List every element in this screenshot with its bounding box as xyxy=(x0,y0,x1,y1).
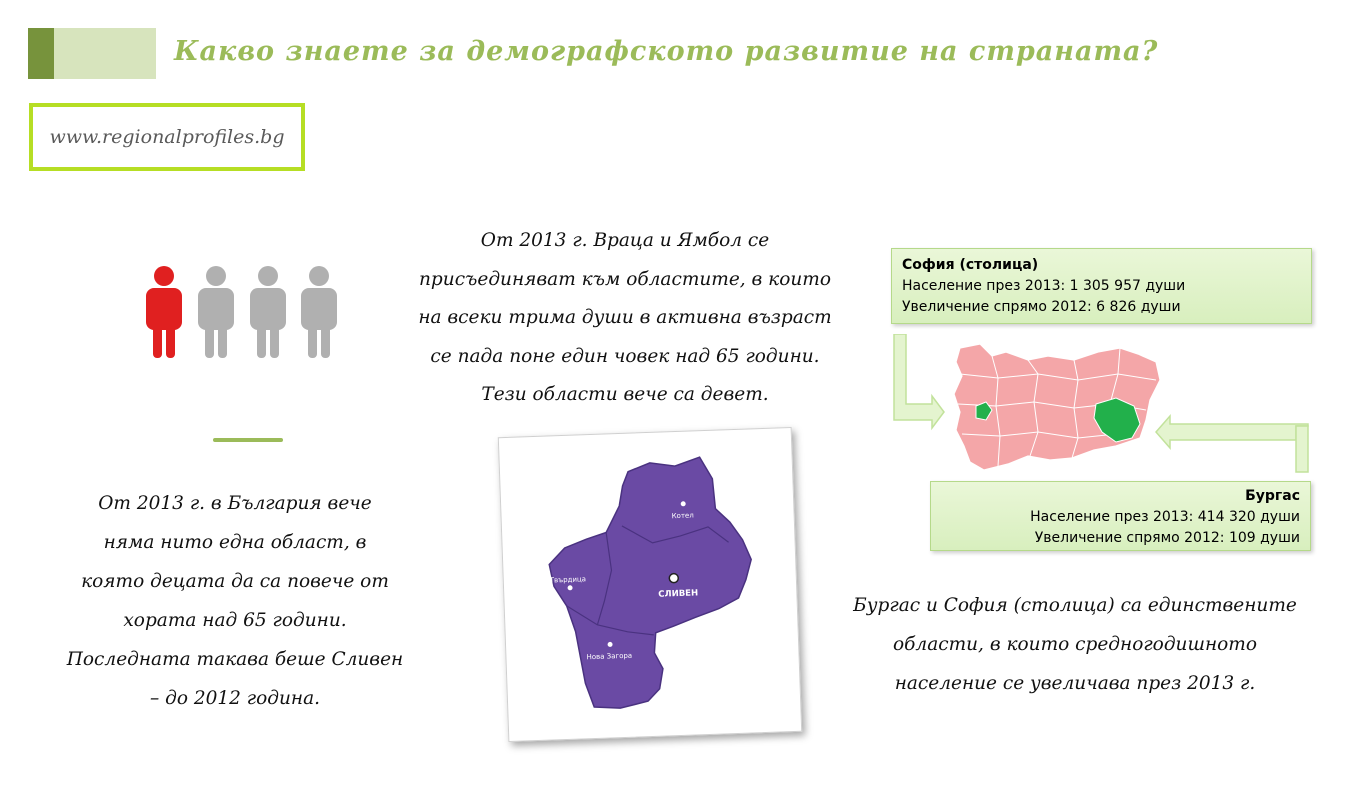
left-text-line: Последната такава беше Сливен xyxy=(66,649,404,670)
middle-text-block xyxy=(395,222,855,415)
person-icon-red xyxy=(146,266,182,358)
accent-dark-block xyxy=(28,28,54,79)
person-icon-grey-1 xyxy=(198,266,234,358)
burgas-callout-increase: Увеличение спрямо 2012: 109 души xyxy=(1034,530,1300,546)
left-text-line: няма нито една област, в xyxy=(103,532,367,553)
sofia-callout-title: София (столица) xyxy=(902,257,1039,273)
sofia-callout xyxy=(891,248,1312,324)
tvarditsa-label: Твърдица xyxy=(549,575,587,585)
left-text-line: която децата да са повече от xyxy=(81,571,389,592)
sliven-map-photo xyxy=(498,427,802,742)
left-text-line: хората над 65 години. xyxy=(123,610,347,631)
left-text-line: От 2013 г. в България вече xyxy=(98,493,372,514)
right-text-line: Бургас и София (столица) са единствените xyxy=(853,595,1297,616)
burgas-callout-title: Бургас xyxy=(1245,488,1300,504)
people-icons xyxy=(128,258,348,370)
middle-text-line: на всеки трима души в активна възраст xyxy=(418,307,832,328)
sliven-marker xyxy=(669,574,678,583)
burgas-callout-population: Население през 2013: 414 320 души xyxy=(1030,509,1300,525)
divider-line xyxy=(213,438,283,442)
bulgaria-map-area xyxy=(888,334,1318,484)
middle-text-line: Тези области вече са девет. xyxy=(481,384,769,405)
accent-light-block xyxy=(54,28,156,79)
header-accent-bar xyxy=(28,28,156,79)
right-text-line: области, в които средногодишното xyxy=(893,634,1257,655)
page-title: Какво знаете за демографското развитие на страната? xyxy=(174,36,1159,67)
left-text-block xyxy=(55,484,415,718)
right-text-block xyxy=(830,586,1320,703)
person-icon-grey-2 xyxy=(250,266,286,358)
url-link[interactable]: www.regionalprofiles.bg xyxy=(49,126,285,148)
sofia-callout-population: Население през 2013: 1 305 957 души xyxy=(902,278,1186,294)
left-text-line: – до 2012 година. xyxy=(149,688,321,709)
sofia-arrow-icon xyxy=(894,334,944,428)
kotel-label: Котел xyxy=(671,511,694,521)
middle-text-line: присъединяват към областите, в които xyxy=(419,268,831,290)
url-box[interactable] xyxy=(29,103,305,171)
burgas-arrow-icon xyxy=(1156,416,1308,448)
middle-text-line: се пада поне един човек над 65 години. xyxy=(430,345,820,367)
middle-text-line: От 2013 г. Враца и Ямбол се xyxy=(480,230,770,251)
person-icon-grey-3 xyxy=(301,266,337,358)
sofia-callout-increase: Увеличение спрямо 2012: 6 826 души xyxy=(902,299,1181,315)
right-text-line: население се увеличава през 2013 г. xyxy=(894,673,1256,694)
sliven-label: СЛИВЕН xyxy=(658,588,699,600)
nova-zagora-label: Нова Загора xyxy=(586,651,633,662)
burgas-callout xyxy=(930,481,1311,551)
